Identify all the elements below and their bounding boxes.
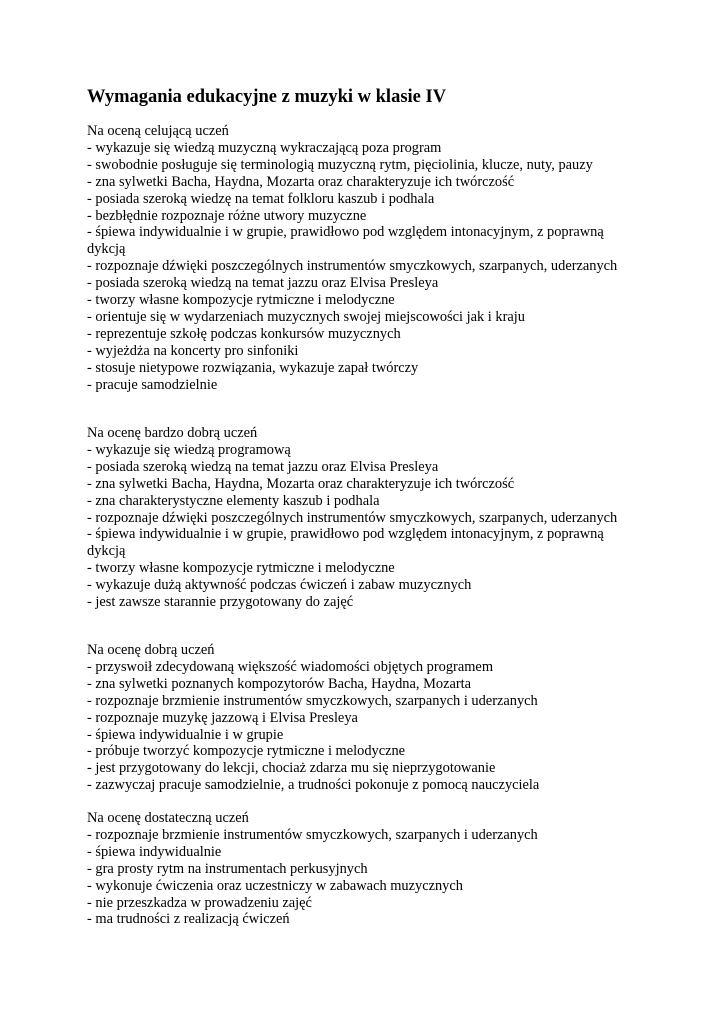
document-page [87,86,687,928]
list-item: - wykazuje się wiedzą programową [87,441,291,458]
list-item: - śpiewa indywidualnie i w grupie [87,726,284,743]
list-item: - śpiewa indywidualnie i w grupie, prawidłowo pod względem intonacyjnym, z poprawną [87,224,604,241]
list-item: - reprezentuje szkołę podczas konkursów muzycznych [87,325,401,342]
list-item: - przyswoił zdecydowaną większość wiadomości objętych programem [87,658,494,675]
section-celujaca [87,123,687,394]
list-item: - rozpoznaje dźwięki poszczególnych instrumentów smyczkowych, szarpanych, uderzanych [87,258,618,275]
list-item: - gra prosty rytm na instrumentach perkusyjnych [87,860,368,877]
list-item: - wykazuje się wiedzą muzyczną wykraczającą poza program [87,139,442,156]
section-dostateczna [87,810,687,928]
list-item: - nie przeszkadza w prowadzeniu zajęć [87,894,312,911]
list-item: - śpiewa indywidualnie [87,843,222,860]
list-item: - rozpoznaje muzykę jazzową i Elvisa Presleya [87,709,358,726]
section-heading: Na ocenę dobrą uczeń [87,642,215,658]
list-item: - zna sylwetki Bacha, Haydna, Mozarta oraz charakteryzuje ich twórczość [87,173,515,190]
list-item: - posiada szeroką wiedzą na temat jazzu oraz Elvisa Presleya [87,458,439,475]
list-item-continuation: dykcją [87,241,126,258]
document-title: Wymagania edukacyjne z muzyki w klasie IV [87,87,447,107]
list-item: - jest zawsze starannie przygotowany do zajęć [87,594,354,611]
list-item: - ma trudności z realizacją ćwiczeń [87,911,290,928]
list-item: - stosuje nietypowe rozwiązania, wykazuje zapał twórczy [87,359,419,376]
list-item: - rozpoznaje brzmienie instrumentów smyczkowych, szarpanych i uderzanych [87,826,538,843]
list-item: - orientuje się w wydarzeniach muzycznych swojej miejscowości jak i kraju [87,308,525,325]
list-item: - zna sylwetki Bacha, Haydna, Mozarta oraz charakteryzuje ich twórczość [87,475,515,492]
section-heading: Na oceną celującą uczeń [87,123,229,139]
list-item: - pracuje samodzielnie [87,376,218,393]
list-item: - rozpoznaje brzmienie instrumentów smyczkowych, szarpanych i uderzanych [87,692,538,709]
list-item: - wykonuje ćwiczenia oraz uczestniczy w zabawach muzycznych [87,877,463,894]
section-heading: Na ocenę bardzo dobrą uczeń [87,425,258,441]
list-item: - próbuje tworzyć kompozycje rytmiczne i melodyczne [87,743,406,760]
list-item: - rozpoznaje dźwięki poszczególnych instrumentów smyczkowych, szarpanych, uderzanych [87,509,618,526]
list-item: - tworzy własne kompozycje rytmiczne i melodyczne [87,292,395,309]
list-item: - swobodnie posługuje się terminologią muzyczną rytm, pięciolinia, klucze, nuty, pauzy [87,156,593,173]
list-item: - tworzy własne kompozycje rytmiczne i melodyczne [87,560,395,577]
section-heading: Na ocenę dostateczną uczeń [87,810,249,826]
list-item: - bezbłędnie rozpoznaje różne utwory muzyczne [87,207,367,224]
list-item: - zna charakterystyczne elementy kaszub i podhala [87,492,380,509]
list-item: - posiada szeroką wiedzą na temat jazzu oraz Elvisa Presleya [87,275,439,292]
list-item: - wyjeżdża na koncerty pro sinfoniki [87,342,299,359]
list-item-continuation: dykcją [87,543,126,560]
list-item: - śpiewa indywidualnie i w grupie, prawidłowo pod względem intonacyjnym, z poprawną [87,526,604,543]
list-item: - wykazuje dużą aktywność podczas ćwiczeń i zabaw muzycznych [87,577,472,594]
section-bardzo-dobra [87,425,687,611]
list-item: - jest przygotowany do lekcji, chociaż zdarza mu się nieprzygotowanie [87,760,496,777]
list-item: - posiada szeroką wiedzę na temat folkloru kaszub i podhala [87,190,435,207]
list-item: - zazwyczaj pracuje samodzielnie, a trudności pokonuje z pomocą nauczyciela [87,777,540,794]
list-item: - zna sylwetki poznanych kompozytorów Bacha, Haydna, Mozarta [87,675,472,692]
section-dobra [87,642,687,794]
